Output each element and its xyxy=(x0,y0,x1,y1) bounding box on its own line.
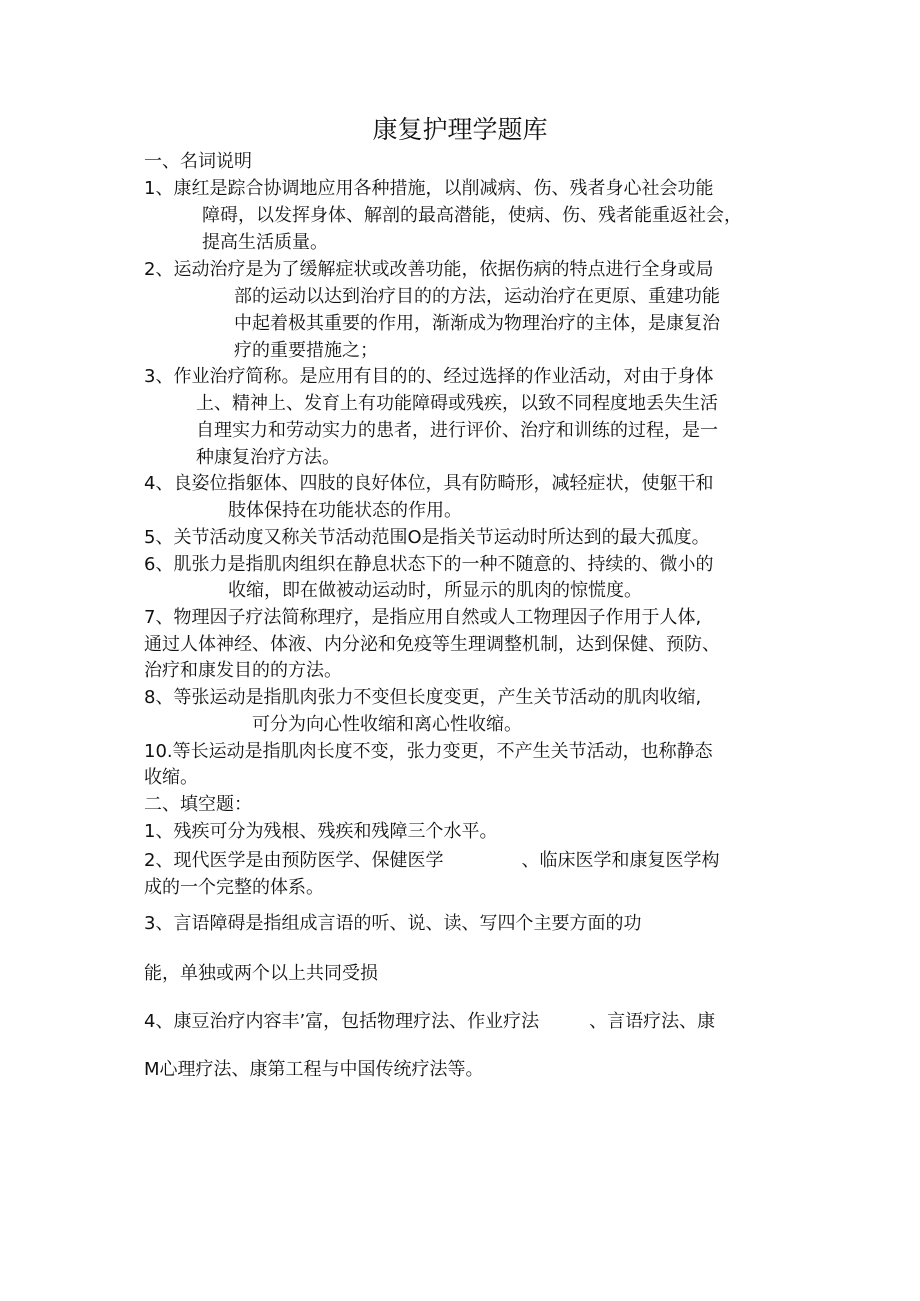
definition-line: 障碍，以发挥身体、解剖的最高潜能，使病、伤、残者能重返社会， xyxy=(202,205,742,226)
question-text: 2、现代医学是由预防医学、保健医学 xyxy=(144,850,444,871)
question-text: 、临床医学和康复医学构 xyxy=(521,850,720,871)
fill-blank-question xyxy=(144,1009,715,1035)
definition-line: 4、良姿位指躯体、四肢的良好体位，具有防畸形，减轻症状，使躯干和 xyxy=(144,473,714,494)
definition-line: 8、等张运动是指肌肉张力不变但长度变更，产生关节活动的肌肉收缩, xyxy=(144,687,702,708)
document-title: 康复护理学题库 xyxy=(372,115,548,144)
question-text: 4、康豆治疗内容丰’富，包括物理疗法、作业疗法 xyxy=(144,1011,540,1032)
fill-blank-question: 能，单独或两个以上共同受损 xyxy=(144,963,378,984)
definition-line: 10.等长运动是指肌肉长度不变，张力变更，不产生关节活动，也称静态 xyxy=(144,741,713,762)
definition-line: 3、作业治疗简称。是应用有目的的、经过选择的作业活动，对由于身体 xyxy=(144,366,714,387)
fill-blank-question: 成的一个完整的体系。 xyxy=(144,877,324,898)
definition-line: 收缩。 xyxy=(144,767,198,788)
section-heading-fill-blank: 二、填空题： xyxy=(144,794,252,815)
definition-line: 1、康红是踪合协调地应用各种措施，以削减病、伤、残者身心社会功能 xyxy=(144,178,714,199)
fill-blank-question: 1、残疾可分为残根、残疾和残障三个水平。 xyxy=(144,821,498,842)
definition-line: 可分为向心性收缩和离心性收缩。 xyxy=(252,714,522,735)
definition-line: 种康复治疗方法。 xyxy=(196,447,340,468)
definition-line: 中起着极其重要的作用，渐渐成为物理治疗的主体，是康复治 xyxy=(234,313,720,334)
definition-line: 疗的重要措施之； xyxy=(234,340,378,361)
definition-line: 通过人体神经、体液、内分泌和免疫等生理调整机制，达到保健、预防、 xyxy=(144,634,720,655)
fill-blank-question: 3、言语障碍是指组成言语的听、说、读、写四个主要方面的功 xyxy=(144,913,642,934)
definition-line: 肢体保持在功能状态的作用。 xyxy=(228,500,462,521)
definition-line: 部的运动以达到治疗目的的方法，运动治疗在更原、重建功能 xyxy=(234,286,720,307)
definition-line: 2、运动治疗是为了缓解症状或改善功能，依据伤病的特点进行全身或局 xyxy=(144,259,714,280)
definition-line: 治疗和康发目的的方法。 xyxy=(144,660,342,681)
definition-line: 上、精神上、发育上有功能障碍或残疾，以致不同程度地丢失生活 xyxy=(196,393,718,414)
definition-line: 提高生活质量。 xyxy=(202,232,328,253)
question-text: 、言语疗法、康 xyxy=(589,1011,716,1032)
fill-blank-question xyxy=(144,848,719,874)
definition-line: 6、肌张力是指肌肉组织在静息状态下的一种不随意的、持续的、微小的 xyxy=(144,554,714,575)
section-heading-definitions: 一、名词说明 xyxy=(144,151,252,172)
definition-line: 7、物理因子疗法简称理疗，是指应用自然或人工物理因子作用于人体, xyxy=(144,607,702,628)
definition-line: 5、关节活动度又称关节活动范围O是指关节运动时所达到的最大孤度。 xyxy=(144,527,710,548)
fill-blank-question: M心理疗法、康第工程与中国传统疗法等。 xyxy=(144,1059,484,1080)
definition-line: 收缩，即在做被动运动时，所显示的肌肉的惊慌度。 xyxy=(228,580,642,601)
definition-line: 自理实力和劳动实力的患者，进行评价、治疗和训练的过程，是一 xyxy=(196,420,718,441)
